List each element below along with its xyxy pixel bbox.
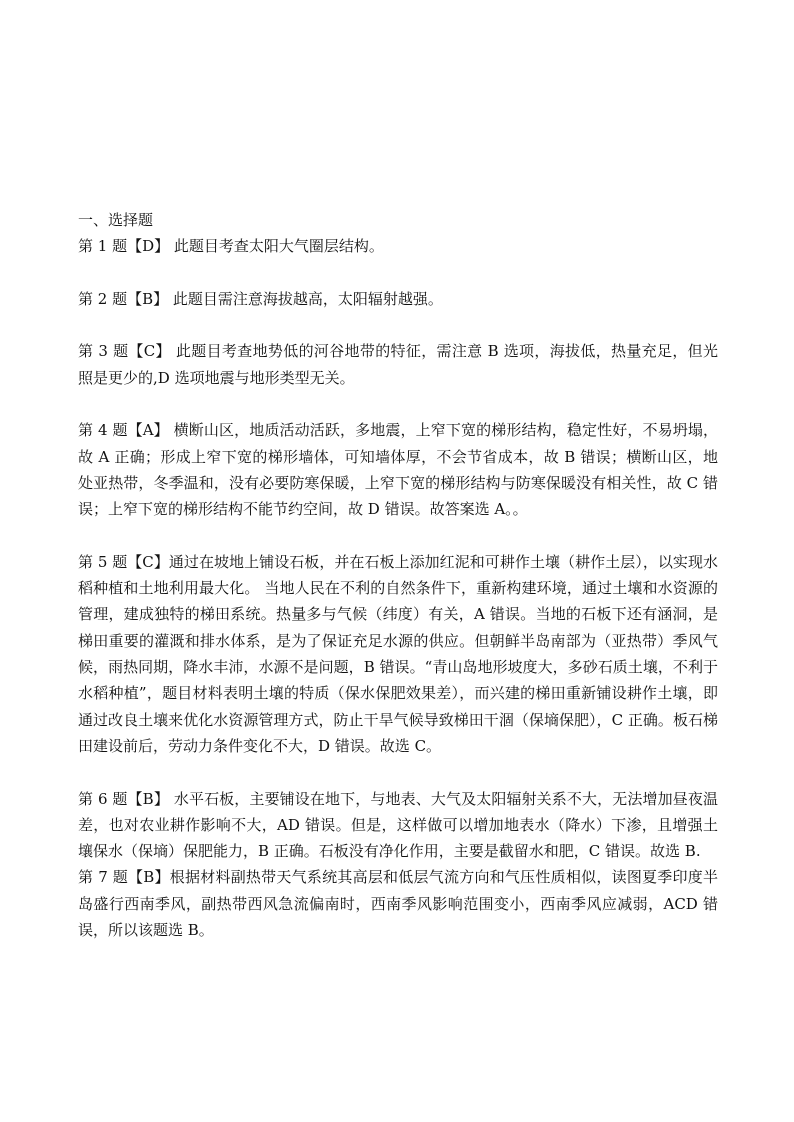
answer-q7: 第 7 题【B】根据材料副热带天气系统其高层和低层气流方向和气压性质相似，读图夏季印度半岛盛行西南季风，副热带西风急流偏南时，西南季风影响范围变小，西南季风应减弱，ACD 错误，所以该题选 B。 <box>78 868 718 940</box>
answer-document <box>78 207 718 943</box>
answer-q5: 第 5 题【C】通过在坡地上铺设石板，并在石板上添加红泥和可耕作土壤（耕作土层），以实现水稻种植和土地利用最大化。 当地人民在不利的自然条件下，重新构建环境，通过土壤和水资源的管理，建成独特的梯田系统。热量多与气候（纬度）有关，A 错误。当地的石板下还有涵洞，是梯田重要的灌溉和排水体系，是为了保证充足水源的供应。但朝鲜半岛南部为（亚热带）季风气候，雨热同期，降水丰沛，水源不是问题，B 错误。“青山岛地形坡度大，多砂石质土壤，不利于水稻种植”，题目材料表明土壤的特质（保水保肥效果差），而兴建的梯田重新铺设耕作土壤，即通过改良土壤来优化水资源管理方式，防止干旱气候导致梯田干涸（保墒保肥），C 正确。板石梯田建设前后，劳动力条件变化不大，D 错误。故选 C。 <box>78 552 718 755</box>
answer-q1: 第 1 题【D】 此题目考查太阳大气圈层结构。 <box>78 237 384 256</box>
answer-q3: 第 3 题【C】 此题目考查地势低的河谷地带的特征，需注意 B 选项，海拔低，热量充足，但光照是更少的,D 选项地震与地形类型无关。 <box>78 342 718 387</box>
answer-q2: 第 2 题【B】 此题目需注意海拔越高，太阳辐射越强。 <box>78 289 443 308</box>
answer-q4: 第 4 题【A】 横断山区，地质活动活跃，多地震，上窄下宽的梯形结构，稳定性好，不易坍塌，故 A 正确；形成上窄下宽的梯形墙体，可知墙体厚，不会节省成本，故 B 错误；横断山区，地处亚热带，冬季温和，没有必要防寒保暖，上窄下宽的梯形结构与防寒保暖没有相关性，故 C 错误；上窄下宽的梯形结构不能节约空间，故 D 错误。故答案选 A。。 <box>78 421 718 519</box>
answer-q6: 第 6 题【B】 水平石板，主要铺设在地下，与地表、大气及太阳辐射关系不大，无法增加昼夜温差，也对农业耕作影响不大，AD 错误。但是，这样做可以增加地表水（降水）下渗，且增强土壤保水（保墒）保肥能力，B 正确。石板没有净化作用，主要是截留水和肥，C 错误。故选 B. <box>78 789 718 861</box>
section-heading: 一、选择题 <box>78 211 154 229</box>
